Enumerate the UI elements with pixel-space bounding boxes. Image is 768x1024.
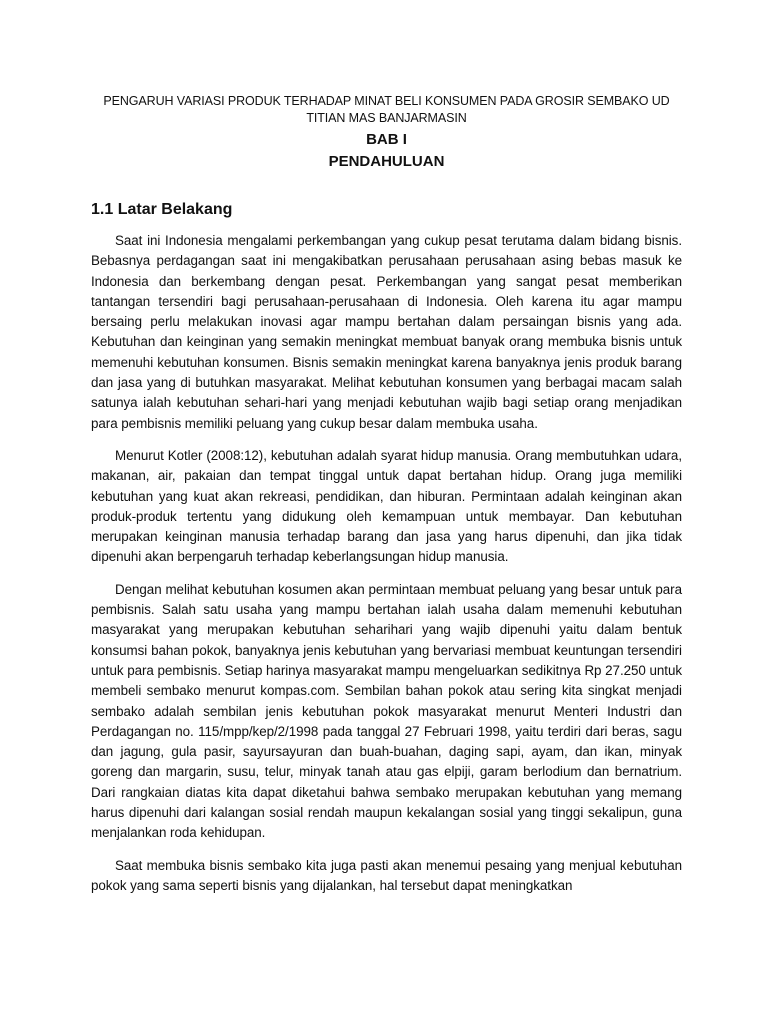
document-title: PENGARUH VARIASI PRODUK TERHADAP MINAT BELI KONSUMEN PADA GROSIR SEMBAKO UD TITIAN MAS BANJARMASIN: [103, 94, 670, 125]
body-paragraph: Dengan melihat kebutuhan kosumen akan permintaan membuat peluang yang besar untuk para pembisnis. Salah satu usaha yang mampu bertahan ialah usaha dalam memenuhi kebutuhan masyarakat yang merupakan kebutuhan seharihari yang wajib dipenuhi yaitu dalam bentuk konsumsi bahan pokok, banyaknya jenis kebutuhan yang bervariasi membuat keuntungan tersendiri untuk para pembisnis. Setiap harinya masyarakat mampu mengeluarkan sedikitnya Rp 27.250 untuk membeli sembako menurut kompas.com. Sembilan bahan pokok atau sering kita singkat menjadi sembako adalah sembilan jenis kebutuhan pokok masyarakat menurut Menteri Industri dan Perdagangan no. 115/mpp/kep/2/1998 pada tanggal 27 Februari 1998, yaitu terdiri dari beras, sagu dan jagung, gula pasir, sayursayuran dan buah-buahan, daging sapi, ayam, dan ikan, minyak goreng dan margarin, susu, telur, minyak tanah atau gas elpiji, garam berlodium dan bernatrium. Dari rangkaian diatas kita dapat diketahui bahwa sembako merupakan kebutuhan yang memang harus dipenuhi dari kalangan sosial rendah maupun kekalangan sosial yang tinggi sekalipun, guna menjalankan roda kehidupan.: [91, 581, 682, 841]
body-paragraph: Saat membuka bisnis sembako kita juga pasti akan menemui pesaing yang menjual kebutuhan pokok yang sama seperti bisnis yang dijalankan, hal tersebut dapat meningkatkan: [91, 857, 682, 893]
chapter-number: BAB I: [366, 131, 407, 148]
body-paragraph: Menurut Kotler (2008:12), kebutuhan adalah syarat hidup manusia. Orang membutuhkan udara, makanan, air, pakaian dan tempat tinggal untuk dapat bertahan hidup. Orang juga memiliki kebutuhan yang kuat akan rekreasi, pendidikan, dan hiburan. Permintaan adalah keinginan akan produk-produk tertentu yang didukung oleh kemampuan untuk membayar. Dan kebutuhan merupakan keinginan manusia terhadap barang dan jasa yang harus dipenuhi, dan jika tidak dipenuhi akan berpengaruh terhadap keberlangsungan hidup manusia.: [91, 447, 682, 565]
chapter-title: PENDAHULUAN: [328, 153, 445, 170]
section-heading: 1.1 Latar Belakang: [91, 201, 233, 218]
body-paragraph: Saat ini Indonesia mengalami perkembangan yang cukup pesat terutama dalam bidang bisnis. Bebasnya perdagangan saat ini mengakibatkan perusahaan perusahaan asing bebas masuk ke Indonesia dan berkembang dengan pesat. Perkembangan yang sangat pesat memberikan tantangan tersendiri bagi perusahaan-perusahaan di Indonesia. Oleh karena itu agar mampu bersaing perlu melakukan inovasi agar mampu bertahan dalam persaingan bisnis yang ada. Kebutuhan dan keinginan yang semakin meningkat membuat banyak orang membuka bisnis untuk memenuhi kebutuhan konsumen. Bisnis semakin meningkat karena banyaknya jenis produk barang dan jasa yang di butuhkan masyarakat. Melihat kebutuhan konsumen yang berbagai macam salah satunya ialah kebutuhan sehari-hari yang menjadi kebutuhan wajib bagi setiap orang menjadikan para pembisnis memiliki peluang yang cukup besar dalam membuka usaha.: [91, 233, 682, 431]
